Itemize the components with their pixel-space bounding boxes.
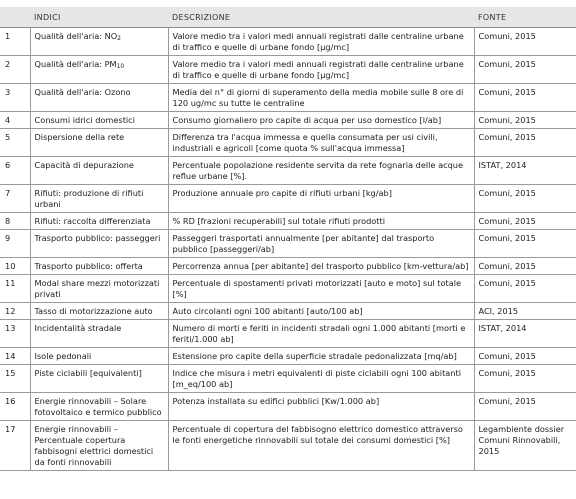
row-description: % RD [frazioni recuperabili] sul totale rifiuti prodotti <box>168 213 474 230</box>
row-description: Potenza installata su edifici pubblici [Kw/1.000 ab] <box>168 393 474 421</box>
row-source: Comuni, 2015 <box>474 185 576 213</box>
row-source: ISTAT, 2014 <box>474 320 576 348</box>
row-number: 2 <box>0 56 30 84</box>
row-indicator-subscript: 10 <box>116 63 125 70</box>
row-description: Differenza tra l'acqua immessa e quella consumata per usi civili, industriali e agricoli [come quota % sull'acqua immessa] <box>168 129 474 157</box>
row-number: 9 <box>0 230 30 258</box>
table-row <box>0 157 576 185</box>
row-description: Media del n° di giorni di superamento della media mobile sulle 8 ore di 120 ug/mc su tutte le centraline <box>168 84 474 112</box>
table-row <box>0 258 576 275</box>
row-indicator: Isole pedonali <box>30 348 168 365</box>
row-description: Estensione pro capite della superficie stradale pedonalizzata [mq/ab] <box>168 348 474 365</box>
row-description: Percentuale di spostamenti privati motorizzati [auto e moto] sul totale [%] <box>168 275 474 303</box>
row-source: Comuni, 2015 <box>474 56 576 84</box>
row-indicator-text: Qualità dell'aria: NO <box>34 31 118 41</box>
row-number: 3 <box>0 84 30 112</box>
indicators-table <box>0 7 576 471</box>
row-indicator: Trasporto pubblico: offerta <box>30 258 168 275</box>
table-row <box>0 393 576 421</box>
header-descrizione: DESCRIZIONE <box>168 7 474 28</box>
row-description: Passeggeri trasportati annualmente [per abitante] dal trasporto pubblico [passeggeri/ab] <box>168 230 474 258</box>
row-number: 13 <box>0 320 30 348</box>
table-header <box>0 7 576 28</box>
row-indicator: Capacità di depurazione <box>30 157 168 185</box>
row-description: Produzione annuale pro capite di rifiuti urbani [kg/ab] <box>168 185 474 213</box>
row-description: Percorrenza annua [per abitante] del trasporto pubblico [km-vettura/ab] <box>168 258 474 275</box>
row-description: Indice che misura i metri equivalenti di piste ciclabili ogni 100 abitanti [m_eq/100 ab] <box>168 365 474 393</box>
row-number: 8 <box>0 213 30 230</box>
row-indicator: Energie rinnovabili – Percentuale copertura fabbisogni elettrici domestici da fonti rinnovabili <box>30 421 168 471</box>
row-number: 1 <box>0 28 30 56</box>
row-number: 17 <box>0 421 30 471</box>
row-indicator: Tasso di motorizzazione auto <box>30 303 168 320</box>
row-description: Numero di morti e feriti in incidenti stradali ogni 1.000 abitanti [morti e feriti/1.000 ab] <box>168 320 474 348</box>
table-row <box>0 365 576 393</box>
row-indicator: Piste ciclabili [equivalenti] <box>30 365 168 393</box>
row-indicator: Incidentalità stradale <box>30 320 168 348</box>
table-row <box>0 185 576 213</box>
row-source: Comuni, 2015 <box>474 213 576 230</box>
row-source: Comuni, 2015 <box>474 275 576 303</box>
row-source: ACI, 2015 <box>474 303 576 320</box>
row-description: Valore medio tra i valori medi annuali registrati dalle centraline urbane di traffico e quelle di urbane fondo [µg/mc] <box>168 28 474 56</box>
table-row <box>0 348 576 365</box>
row-source: Legambiente dossier Comuni Rinnovabili, 2015 <box>474 421 576 471</box>
row-source: Comuni, 2015 <box>474 365 576 393</box>
row-number: 7 <box>0 185 30 213</box>
row-description: Percentuale di copertura del fabbisogno elettrico domestico attraverso le fonti energetiche rinnovabili sul totale dei consumi domestici [%] <box>168 421 474 471</box>
row-number: 4 <box>0 112 30 129</box>
row-source: Comuni, 2015 <box>474 28 576 56</box>
table-row <box>0 112 576 129</box>
row-number: 11 <box>0 275 30 303</box>
row-description: Auto circolanti ogni 100 abitanti [auto/100 ab] <box>168 303 474 320</box>
row-source: Comuni, 2015 <box>474 112 576 129</box>
row-indicator: Dispersione della rete <box>30 129 168 157</box>
row-indicator <box>30 28 168 56</box>
table-row <box>0 230 576 258</box>
row-indicator: Qualità dell'aria: Ozono <box>30 84 168 112</box>
header-indici: INDICI <box>30 7 168 28</box>
row-indicator: Modal share mezzi motorizzati privati <box>30 275 168 303</box>
row-number: 6 <box>0 157 30 185</box>
table-row <box>0 303 576 320</box>
table-row <box>0 84 576 112</box>
table-row <box>0 129 576 157</box>
header-fonte: FONTE <box>474 7 576 28</box>
row-indicator: Consumi idrici domestici <box>30 112 168 129</box>
row-number: 10 <box>0 258 30 275</box>
table-row <box>0 275 576 303</box>
row-number: 12 <box>0 303 30 320</box>
row-indicator: Energie rinnovabili – Solare fotovoltaico e termico pubblico <box>30 393 168 421</box>
table-row <box>0 213 576 230</box>
row-indicator: Rifiuti: produzione di rifiuti urbani <box>30 185 168 213</box>
row-indicator-subscript: 2 <box>117 35 121 42</box>
table-row <box>0 28 576 56</box>
table-row <box>0 320 576 348</box>
row-description: Consumo giornaliero pro capite di acqua per uso domestico [l/ab] <box>168 112 474 129</box>
row-source: Comuni, 2015 <box>474 230 576 258</box>
row-source: ISTAT, 2014 <box>474 157 576 185</box>
row-source: Comuni, 2015 <box>474 348 576 365</box>
row-source: Comuni, 2015 <box>474 129 576 157</box>
row-description: Valore medio tra i valori medi annuali registrati dalle centraline urbane di traffico e quelle di urbane fondo [µg/mc] <box>168 56 474 84</box>
table-body <box>0 28 576 471</box>
row-number: 14 <box>0 348 30 365</box>
row-source: Comuni, 2015 <box>474 393 576 421</box>
row-indicator: Trasporto pubblico: passeggeri <box>30 230 168 258</box>
table-row <box>0 56 576 84</box>
row-description: Percentuale popolazione residente servita da rete fognaria delle acque reflue urbane [%]. <box>168 157 474 185</box>
header-num <box>0 7 30 28</box>
row-number: 16 <box>0 393 30 421</box>
row-indicator <box>30 56 168 84</box>
row-source: Comuni, 2015 <box>474 84 576 112</box>
row-number: 5 <box>0 129 30 157</box>
row-indicator: Rifiuti: raccolta differenziata <box>30 213 168 230</box>
row-number: 15 <box>0 365 30 393</box>
row-indicator-text: Qualità dell'aria: PM <box>34 59 117 69</box>
header-row <box>0 7 576 28</box>
row-source: Comuni, 2015 <box>474 258 576 275</box>
table-row <box>0 421 576 471</box>
